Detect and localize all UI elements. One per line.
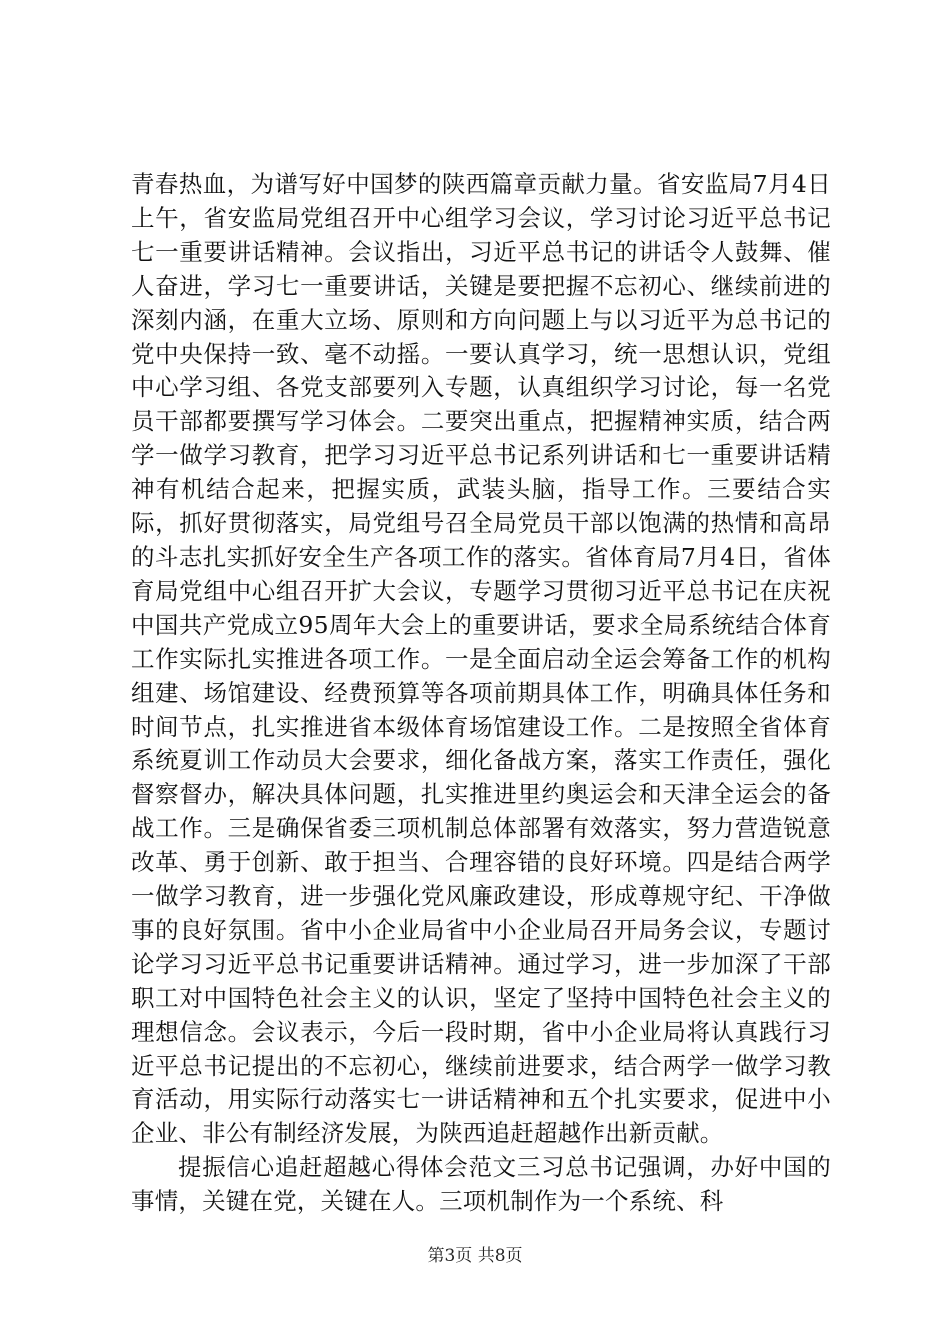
paragraph-1: 青春热血，为谱写好中国梦的陕西篇章贡献力量。省安监局7月4日上午，省安监局党组召开中心组学习会议，学习讨论习近平总书记七一重要讲话精神。会议指出，习近平总书记的讲话令人鼓舞、催人奋进，学习七一重要讲话，关键是要把握不忘初心、继续前进的深刻内涵，在重大立场、原则和方向问题上与以习近平为总书记的党中央保持一致、毫不动摇。一要认真学习，统一思想认识，党组中心学习组、各党支部要列入专题，认真组织学习讨论，每一名党员干部都要撰写学习体会。二要突出重点，把握精神实质，结合两学一做学习教育，把学习习近平总书记系列讲话和七一重要讲话精神有机结合起来，把握实质，武装头脑，指导工作。三要结合实际，抓好贯彻落实，局党组号召全局党员干部以饱满的热情和高昂的斗志扎实抓好安全生产各项工作的落实。省体育局7月4日，省体育局党组中心组召开扩大会议，专题学习贯彻习近平总书记在庆祝中国共产党成立95周年大会上的重要讲话，要求全局系统结合体育工作实际扎实推进各项工作。一是全面启动全运会筹备工作的机构组建、场馆建设、经费预算等各项前期具体工作，明确具体任务和时间节点，扎实推进省本级体育场馆建设工作。二是按照全省体育系统夏训工作动员大会要求，细化备战方案，落实工作责任，强化督察督办，解决具体问题，扎实推进里约奥运会和天津全运会的备战工作。三是确保省委三项机制总体部署有效落实，努力营造锐意改革、勇于创新、敢于担当、合理容错的良好环境。四是结合两学一做学习教育，进一步强化党风廉政建设，形成尊规守纪、干净做事的良好氛围。省中小企业局省中小企业局召开局务会议，专题讨论学习习近平总书记重要讲话精神。通过学习，进一步加深了干部职工对中国特色社会主义的认识，坚定了坚持中国特色社会主义的理想信念。会议表示，今后一段时期，省中小企业局将认真践行习近平总书记提出的不忘初心，继续前进要求，结合两学一做学习教育活动，用实际行动落实七一讲话精神和五个扎实要求，促进中小企业、非公有制经济发展，为陕西追赶超越作出新贡献。 <box>131 170 831 1148</box>
paragraph-2: 提振信心追赶超越心得体会范文三习总书记强调，办好中国的事情，关键在党，关键在人。三项机制作为一个系统、科 <box>131 1153 831 1216</box>
page-number-footer: 第3页 共8页 <box>427 1246 523 1266</box>
document-body <box>131 168 831 1219</box>
